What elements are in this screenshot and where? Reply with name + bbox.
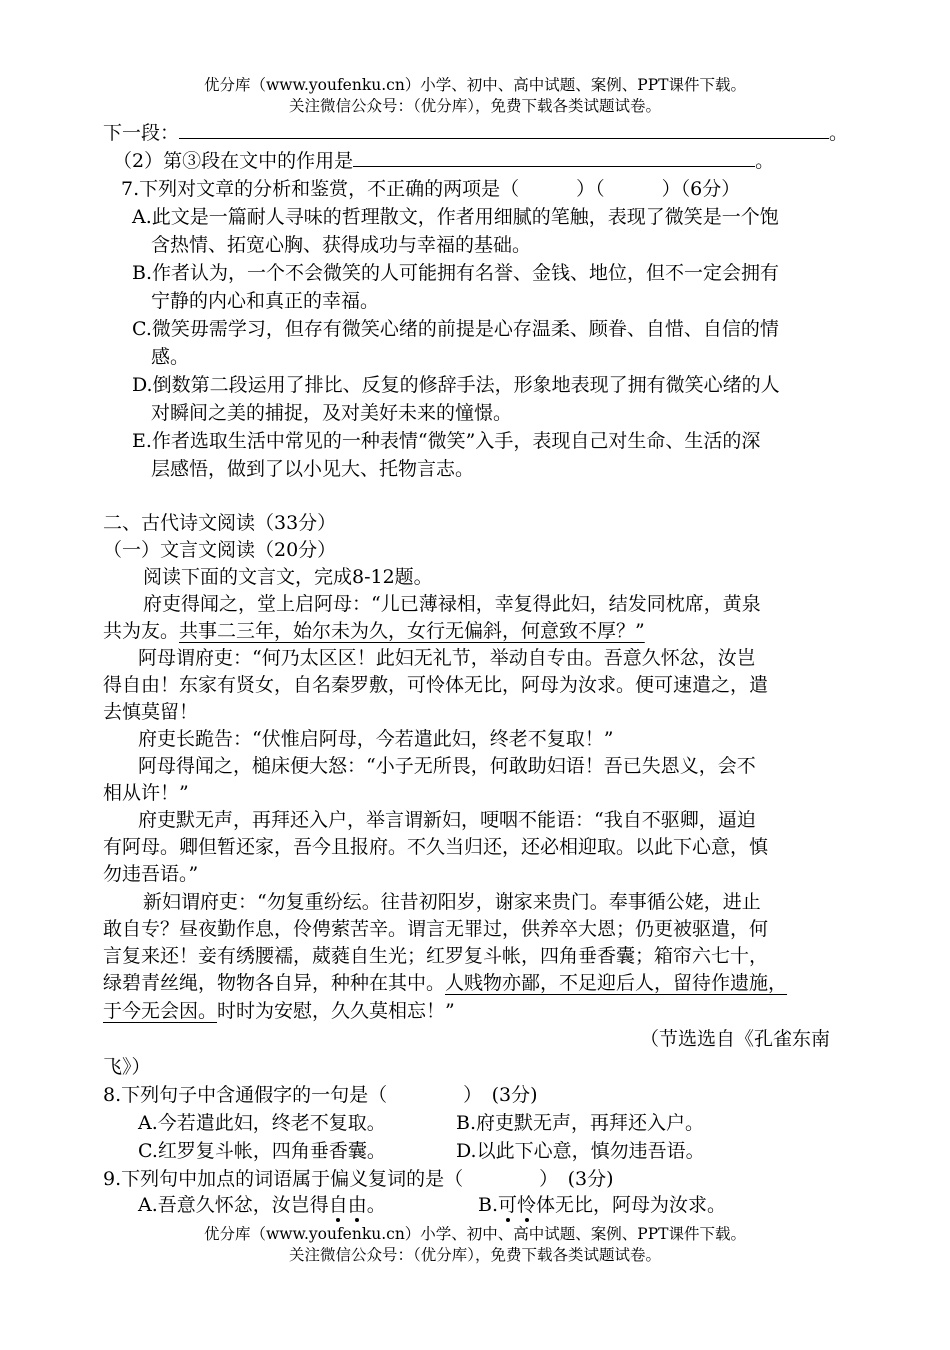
passage-source-cont: 飞》） xyxy=(103,1056,151,1078)
passage-p6-underlined-end: 于今无会因。 xyxy=(103,1000,218,1022)
q8-option-d: D.以此下心意，慎勿违吾语。 xyxy=(456,1140,705,1162)
q7-option-a: A.此文是一篇耐人寻味的哲理散文，作者用细腻的笔触，表现了微笑是一个饱 xyxy=(132,206,779,228)
passage-p2-line2: 得自由！东家有贤女，自名秦罗敷，可怜体无比，阿母为汝求。便可速遣之，遣 xyxy=(103,674,769,696)
passage-p1-underlined: 共事二三年，始尔未为久，女行无偏斜，何意致不厚？” xyxy=(179,620,645,642)
q6-next-end: 。 xyxy=(829,122,849,144)
emphasis-dot-char: 自 xyxy=(328,1194,348,1216)
passage-p6-underlined: 人贱物亦鄙，不足迎后人，留待作遗施， xyxy=(445,972,788,994)
emphasis-dot-char: 怜 xyxy=(517,1194,537,1216)
passage-p4-line2: 相从许！” xyxy=(103,782,189,804)
q9-option-a-text: A.吾意久怀忿，汝岂得 xyxy=(138,1194,329,1216)
passage-p1-plain: 共为友。 xyxy=(103,620,180,642)
q7-stem: 7.下列对文章的分析和鉴赏，不正确的两项是（ ）（ ）（6分） xyxy=(121,178,741,200)
q7-option-c: C.微笑毋需学习，但存有微笑心绪的前提是心存温柔、顾眷、自惜、自信的情 xyxy=(132,318,779,340)
q7-option-b-cont: 宁静的内心和真正的幸福。 xyxy=(151,290,380,312)
passage-p1-line2 xyxy=(103,617,645,645)
q9-option-b-text: 体无比，阿母为汝求。 xyxy=(536,1194,727,1216)
passage-p5-line3: 勿违吾语。” xyxy=(103,863,199,885)
header-line-2: 关注微信公众号：（优分库），免费下载各类试题试卷。 xyxy=(288,97,661,115)
page-header xyxy=(0,75,950,117)
q6-sub2-line xyxy=(113,147,774,175)
q7-option-e: E.作者选取生活中常见的一种表情“微笑”入手，表现自己对生命、生活的深 xyxy=(132,430,761,452)
passage-p6-line5 xyxy=(103,997,455,1025)
emphasis-dot-char: 可 xyxy=(498,1194,518,1216)
q6-sub2-end: 。 xyxy=(755,150,775,172)
section-2-sub-title: （一）文言文阅读（20分） xyxy=(103,539,337,561)
passage-p6-line2: 敢自专？昼夜勤作息，伶俜萦苦辛。谓言无罪过，供养卒大恩；仍更被驱遣，何 xyxy=(103,918,769,940)
q8-stem: 8.下列句子中含通假字的一句是（ ） (3分) xyxy=(103,1084,538,1106)
q7-option-d-cont: 对瞬间之美的捕捉，及对美好未来的憧憬。 xyxy=(151,402,513,424)
footer-line-1: 优分库（www.youfenku.cn）小学、初中、高中试题、案例、PPT课件下载。 xyxy=(203,1225,747,1243)
emphasis-dot-char: 由 xyxy=(347,1194,367,1216)
passage-p4-line1: 阿母得闻之，槌床便大怒：“小子无所畏，何敢助妇语！吾已失恩义，会不 xyxy=(138,755,756,777)
section-2-instruction: 阅读下面的文言文，完成8-12题。 xyxy=(143,566,433,588)
q7-option-e-cont: 层感悟，做到了以小见大、托物言志。 xyxy=(151,458,475,480)
passage-p6-line3: 言复来还！妾有绣腰襦，葳蕤自生光；红罗复斗帐，四角垂香囊；箱帘六七十， xyxy=(103,945,769,967)
q6-next-line xyxy=(103,119,848,147)
q8-option-c: C.红罗复斗帐，四角垂香囊。 xyxy=(138,1140,386,1162)
footer-line-2: 关注微信公众号：（优分库），免费下载各类试题试卷。 xyxy=(288,1246,661,1264)
q7-option-a-cont: 含热情、拓宽心胸、获得成功与幸福的基础。 xyxy=(151,234,532,256)
page-footer xyxy=(0,1224,950,1266)
q9-stem: 9.下列句中加点的词语属于偏义复词的是（ ） (3分) xyxy=(103,1168,614,1190)
passage-p6-plain: 绿碧青丝绳，物物各自异，种种在其中。 xyxy=(103,972,446,994)
q9-option-b xyxy=(478,1191,726,1219)
q6-next-answer-blank[interactable] xyxy=(179,120,829,139)
passage-p2-line3: 去慎莫留！ xyxy=(103,701,199,723)
passage-p6-line1: 新妇谓府吏：“勿复重纷纭。往昔初阳岁，谢家来贵门。奉事循公姥，进止 xyxy=(143,891,761,913)
q8-option-b: B.府吏默无声，再拜还入户。 xyxy=(456,1112,705,1134)
q6-sub2-answer-blank[interactable] xyxy=(353,148,755,167)
q6-next-label: 下一段： xyxy=(103,122,180,144)
q9-option-a-end: 。 xyxy=(366,1194,386,1216)
section-2-title: 二、古代诗文阅读（33分） xyxy=(103,512,337,534)
passage-p3: 府吏长跪告：“伏惟启阿母，今若遣此妇，终老不复取！” xyxy=(138,728,614,750)
q9-option-b-label: B. xyxy=(478,1194,499,1216)
passage-p6-line4 xyxy=(103,969,787,997)
q7-option-c-cont: 感。 xyxy=(151,346,190,368)
passage-p2-line1: 阿母谓府吏：“何乃太区区！此妇无礼节，举动自专由。吾意久怀忿，汝岂 xyxy=(138,647,756,669)
q9-option-a xyxy=(138,1191,386,1219)
q7-option-d: D.倒数第二段运用了排比、反复的修辞手法，形象地表现了拥有微笑心绪的人 xyxy=(132,374,780,396)
q6-sub2-label: （2）第③段在文中的作用是 xyxy=(113,150,354,172)
passage-p1-line1: 府吏得闻之，堂上启阿母：“儿已薄禄相，幸复得此妇，结发同枕席，黄泉 xyxy=(143,593,761,615)
q7-option-b: B.作者认为，一个不会微笑的人可能拥有名誉、金钱、地位，但不一定会拥有 xyxy=(132,262,780,284)
passage-p5-line2: 有阿母。卿但暂还家，吾今且报府。不久当归还，还必相迎取。以此下心意，慎 xyxy=(103,836,769,858)
header-line-1: 优分库（www.youfenku.cn）小学、初中、高中试题、案例、PPT课件下载。 xyxy=(203,76,747,94)
passage-p6-plain-end: 时时为安慰，久久莫相忘！” xyxy=(217,1000,455,1022)
passage-source: （节选选自《孔雀东南 xyxy=(640,1028,831,1050)
q8-option-a: A.今若遣此妇，终老不复取。 xyxy=(138,1112,386,1134)
passage-p5-line1: 府吏默无声，再拜还入户，举言谓新妇，哽咽不能语：“我自不驱卿，逼迫 xyxy=(138,809,756,831)
